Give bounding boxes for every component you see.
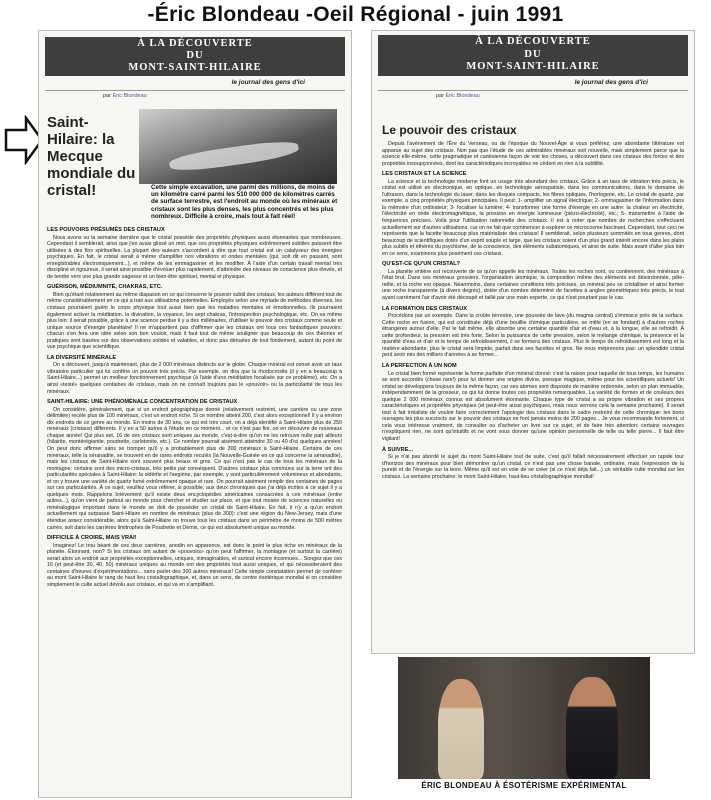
right-article-body [382, 141, 684, 481]
section-text: Bien qu'étant relativement au même diapason en ce qui concerne le pouvoir subtil des cristaux, les auteurs diffèrent tout de même considérablement en ce qui a trait aux utilisations potentielles. Employés selon une myriade de méthodes diverses, les cristaux pourraient guérir le corps physique tout aussi bien que les maladies mentales et émotionnelles. Ils pourraient également activer la méditation, la divination, la voyance, les sept chakras, l'introspection psychologique, etc. On va même plus loin: il serait possible, grâce à une science perdue il y a des millénaires, d'utiliser le pouvoir des cristaux comme seule et unique source d'énergie planétaire! Il ne m'appartient pas d'affirmer que les cristaux ont tous ces fantastiques pouvoirs: chacun s'en fera une idée selon son bon vouloir, mais il faut tout de même souligner que beaucoup de ces théories et pratiques sont basées sur des observations solides et valables, et donc pas dénuées de tout fondement, autant du point de vue psychique que scientifique. [47, 291, 342, 351]
quarry-photo-caption: Cette simple excavation, une parmi des millions, de moins de un kilomètre carré parmi les 510 000 000 de kilomètres carrés de surface terrestre, est l'endroit au monde où les minéraux et cristaux sont les plus denses, les plus concentrés et les plus nombreux. Difficile à croire, mais tout à fait réel! [151, 184, 338, 220]
section-text: Le cristal bien formé représente la forme parfaite d'un minéral donné: c'est la raison pour laquelle de tous temps, les humains se sont accordés (chose rare!) pour lui donner une origine divine, presque magique, même pour les scientifiques actuels! Un cristal se développera toujours de la même façon, car ses atomes sont disposés de manière ordonnée, selon un plan immuable, indépendamment de la grosseur, ce qui lui donne toutes ces propriétés remarquables. La variété de formes et de couleurs des quelque 2 000 minéraux connus est absolument étonnante. Chaque type de cristal a sa propre vibration et ses propres caractéristiques et propriétés physiques (et peut-être aussi psychiques, mais nous verrons cela la semaine prochaine). Il serait tout à fait irréaliste de vouloir faire correctement l'apologie des cristaux dans le cadre restreint de cette chronique: les bons ouvrages les plus succincts sur le pouvoir des cristaux ne font jamais moins de 200 pages... Je vous recommande fortement, si cela vous intéresse vraiment, de consulter ou d'acheter un livre sur ce sujet, et de faire très attention: certains ouvrages n'expliquent rien, ne sont qu'intuitifs et ne vont vous donner qu'une opinion personnelle de telle ou telle pierre... Il faut être vigilant! [382, 370, 684, 442]
quarry-photo [139, 109, 337, 184]
section-text: On a découvert, jusqu'à maintenant, plus de 2 000 minéraux distincts sur le globe. Chaque minéral est censé avoir un taux vibratoire particulier qui lui confère un pouvoir très précis. Par exemple, on dira que la rhodocrosite (il y en a beaucoup à Saint-Hilaire...) permet un meilleur fonctionnement psychique (à l'aide d'une méditation focalisée sur ce problème), etc. On a ainsi «testé» quelques centaines de cristaux, mais on ne connaît toujours pas le «pouvoir» ou la particularité de tous les minéraux. [47, 362, 342, 395]
left-newspaper-clipping [38, 30, 352, 798]
section-text: Imaginez! Le trou béant de ces deux carrières, anodin en apparence, est donc le point le plus riche en minéraux de la planète. Étonnant, non? Si les cristaux ont autant de «pouvoirs» qu'on peut l'affirmer, la montagne (et surtout la carrière) serait alors un endroit aux propriétés exceptionnelles, uniques, inimaginables, et surtout encore inconnues... Songez que ces 16 (et peut-être 30, 40, 50) minéraux uniques au monde ont des propriétés tout aussi uniques, et qui nécessiteraient des centaines d'heures d'expérimentations... sans parler des 300 autres minéraux! Cette simple constatation permet de conférer au mont Saint-Hilaire le rang de haut lieu cristallographique, et, dans un sens, de centre ésotérique mondial si on considère simplement le culte actuel dévolu aux cristaux, et qui va en s'amplifiant. [47, 542, 342, 588]
byline-author: Éric Blondeau [445, 93, 480, 99]
byline-prefix: par [103, 93, 111, 99]
person-right [566, 677, 618, 779]
person-left [438, 679, 484, 779]
byline-prefix: par [436, 93, 444, 99]
section-heading: GUÉRISON, MÉDIUMNITÉ, CHAKRAS, ETC. [47, 284, 163, 291]
section-heading: QU'EST-CE QU'UN CRISTAL? [382, 261, 461, 268]
left-article-body [47, 223, 342, 589]
right-newspaper-clipping [371, 30, 695, 654]
right-subbanner: le journal des gens d'ici [378, 76, 688, 91]
section-text: On considère, généralement, que si un endroit géographique donné (relativement restreint, une carrière ou une zone délimitée) recèle plus de 100 minéraux, c'est un endroit riche. Si ce nombre atteint 200, c'est alors exceptionnel! Il y a environ dix endroits de ce genre au monde. En moins de 30 ans, ce qui est très court, on a déjà identifié à Saint-Hilaire plus de 250 minéraux (cristaux) différents. Il y en a 50 autres à l'étude en ce moment... et ce n'est pas fini, on en découvre de nouveaux chaque année! Qui plus est, 16 de ces cristaux sont uniques au monde, c'est-à-dire qu'on ne les retrouve nulle part ailleurs (hilairite, montérégianite, poudrette, carletonite, etc.). Ce nombre pourrait aisément atteindre 30 ou 40 d'ici quelques années! On peut donc affirmer sans se tromper qu'il y a probablement plus de 300 minéraux à Saint-Hilaire. Certains de ces minéraux, telle la séranadite, se trouvent en de rares endroits reculés (la Nouvelle-Guinée en ce qui concerne la séranadite), mais les cristaux de Saint-Hilaire sont souvent plus beaux et gros. Ce qui n'est pas le cas de tous les minéraux de la montagne: certains sont des micro-cristaux, très petits par conséquent. D'autres cristaux plus communs sur la terre ont des particularités spéciales à Saint-Hilaire: la sidérite et l'aegirine, par exemple, y sont particulièrement volumineux et abondants, et on y trouve une variété de quartz fumé extrêmement opaque et rare. On pourrait aisément remplir des centaines de pages sur ces particularités. À ce sujet, veuillez vous référer, si possible, aux deux chroniques que j'ai déjà écrites à ce sujet il y a quelques mois. Rappelons brièvement qu'il existe deux encyclopédies américaines consacrées à ces minéraux (entre autres...), qu'on vient de partout au monde pour chercher et étudier sur place, et que tout musée de sciences naturelles ou minéralogique important dans le monde se doit de posséder un cristal de Saint-Hilaire. En fait, il n'y a qu'un endroit actuellement qui surpasse Saint-Hilaire en nombre de minéraux (plus de 300): c'est une région du New-Jersey, mais d'une étendue assez considérable, alors qu'à Saint-Hilaire on trouve tous les cristaux dans un périmètre de moins de 500 mètres carrés, soit dans les carrières limitrophes de Poudrette et Demix, ce qui est absolument unique au monde. [47, 406, 342, 531]
banner-line: DU [186, 50, 204, 61]
left-lead-title: Saint-Hilaire: la Mecque mondiale du cristal! [47, 114, 136, 199]
section-heading: DIFFICILE À CROIRE, MAIS VRAI! [47, 535, 137, 542]
left-byline [39, 91, 351, 101]
banner-line: MONT-SAINT-HILAIRE [466, 61, 600, 72]
section-heading: LES POUVOIRS PRÉSUMÉS DES CRISTAUX [47, 227, 165, 233]
banner-line: À LA DÉCOUVERTE [475, 36, 591, 47]
section-heading: LA DIVERSITÉ MINÉRALE [47, 354, 117, 361]
banner-line: MONT-SAINT-HILAIRE [128, 62, 262, 73]
section-heading: SAINT-HILAIRE: UNE PHÉNOMÉNALE CONCENTRATION DE CRISTAUX [47, 399, 238, 406]
right-intro: Depuis l'avènement de l'Ère du Verseau, ou de l'époque du Nouvel-Âge si vous préférez, une abondante littérature est apparue au sujet des cristaux. Non pas que l'étude de ces admirables minéraux soit nouvelle, mais simplement parce que la science elle-même, cette pragmatique et cartésienne façon de voir les choses, a découvert dans ces cristaux des forces et des propriétés insoupçonnées, dont les caractéristiques incroyables ne cèdent en rien à la subtilité. [382, 141, 684, 167]
section-text: La science et la technologie moderne font un usage très abondant des cristaux. Grâce à un taux de vibration très précis, le cristal est utilisé en électronique, en optique, en technologie aérospatiale, dans les communications, dans le domaine de l'ultrason, dans la technologie du laser, dans les disques compacts, les fibres optiques, l'horlogerie, etc. Le cristal de quartz, par exemple, a cinq propriétés physiques principales. Il peut: 1- amplifier un signal électrique; 2- emmagasiner de l'information dans la mémoire d'un ordinateur; 3- focaliser la lumière; 4- transformer une forme d'énergie en une autre: la chaleur en électricité, l'électricité en onde électromagnétique, la pression en énergie lumineuse (piézo-électricité), etc.; 5- transmettre à l'aide de fréquences précises. Voilà pour l'utilisation rationnelle des cristaux. Il est à noter que nombre de recherches s'effectuent actuellement sur d'autres utilisations, car on ne fait que commencer à explorer ce microcosme fascinant. Cependant, tout ceci ne représente que la facette beaucoup plus matérialiste des cristaux! Il semblerait, selon plusieurs sommités en tous genres, dont beaucoup de scientifiques dotés d'un esprit souple et large, que les cristaux soient d'un plus grand intérêt encore dans les plans plus subtils et éthérés du psychisme, de la conscience, des éléments subatomiques, et ainsi de suite. Mais avant d'aller plus loin en ce sens, examinons plus posément ces cristaux. [382, 178, 684, 257]
left-banner [45, 37, 345, 76]
byline-author: Éric Blondeau [112, 93, 147, 99]
right-article-title: Le pouvoir des cristaux [382, 123, 517, 137]
section-text: Si je n'ai pas abordé le sujet du mont Saint-Hilaire tout de suite, c'est qu'il fallait nécessairement effectuer un rapide tour d'horizon des minéraux pour bien démontrer qu'un cristal, ce n'est pas une chose banale, ordinaire, mais l'expression de la pureté et de l'énergie sur la terre. Même qu'il est en voie de se créer (si ce n'est déjà fait...) un véritable culte mondial sur les cristaux. La semaine prochaine: le mont Saint-Hilaire, haut-lieu cristallographique mondial! [382, 454, 684, 480]
section-heading: LA PERFECTION À UN NOM [382, 362, 457, 369]
section-text: La planète entière est recouverte de ce qu'on appelle les minéraux. Toutes les roches sont, ou contiennent, des minéraux à l'état brut. Dans ces minéraux grossiers, l'organisation atomique, la composition même des éléments est désordonnée, pêle-mêle, et la roche est opaque. Néanmoins, dans certaines conditions très précises, un minéral peu se cristalliser et ainsi former une roche transparente (à divers degrés), dotée d'un nombre déterminé de facettes à angles géométriques très précis, le tout ayant carrément l'air d'avoir été découpé et taillé par une main experte, ce qui n'est pourtant pas le cas. [382, 268, 684, 302]
page-header-title: -Éric Blondeau -Oeil Régional - juin 1991 [147, 3, 564, 26]
right-banner [378, 35, 688, 76]
interview-photo [398, 657, 650, 779]
left-subbanner: le journal des gens d'ici [45, 76, 345, 91]
section-text: Nous avons vu la semaine dernière que le cristal possède des propriétés physiques aussi étonnantes que nombreuses. Cependant il semblerait, ainsi que j'en avais glissé un mot, que ces propriétés physiques extrêmement subtiles puissent être utilisées à des fins spirituelles. La plupart des auteurs s'accordent à dire que tout cristal est un catalyseur des énergies psychiques. En fait, le cristal serait à même d'amplifier nos vibrations et ondes mentales (qui, soit dit en passant, sont enregistrables électroniquement...), et même de les emmagasiner et les modifier. À l'aide d'un certain travail mental très discipliné et rigoureux, il serait ainsi possible d'évoluer plus rapidement, d'atteindre des niveaux de conscience plus élevés, et de tendre vers une plus grande sagesse et un bien-être spirituel, mental et physique. [47, 234, 342, 280]
interview-photo-caption: ÉRIC BLONDEAU À ÉSOTÉRISME EXPÉRIMENTAL [421, 781, 627, 790]
banner-line: À LA DÉCOUVERTE [137, 38, 253, 49]
banner-line: DU [524, 48, 542, 60]
section-heading: LA FORMATION DES CRISTAUX [382, 305, 468, 312]
section-text: Procédons par un exemple. Dans la croûte terrestre, une poussée de lave (du magma central) s'immisce près de la surface. Cette roche en fusion, qui est constituée déjà d'une bouillie chimique particulière, se mêle (en se fondant) à d'autres roches étrangères autour d'elle. Par le fait même, elle absorbe une certaine quantité d'air et d'eau et, à la longue, elle se refroidit. À cette profondeur, la pression est très forte. Selon la puissance de cette pression, selon le mélange chimique, la présence et la quantité d'eau et d'air et le temps de refroidissement, il se formera des cristaux. Plus le temps de refroidissement est long et la matière abondante, plus le cristal sera limpide, parfait dans ses facettes et gros. Ne nous méprenons pas: un splendide cristal peut avoir mis des milliers d'années à se former... [382, 313, 684, 359]
section-heading: LES CRISTAUX ET LA SCIENCE [382, 171, 467, 178]
right-byline [372, 91, 694, 101]
section-heading: À SUIVRE... [382, 446, 414, 453]
